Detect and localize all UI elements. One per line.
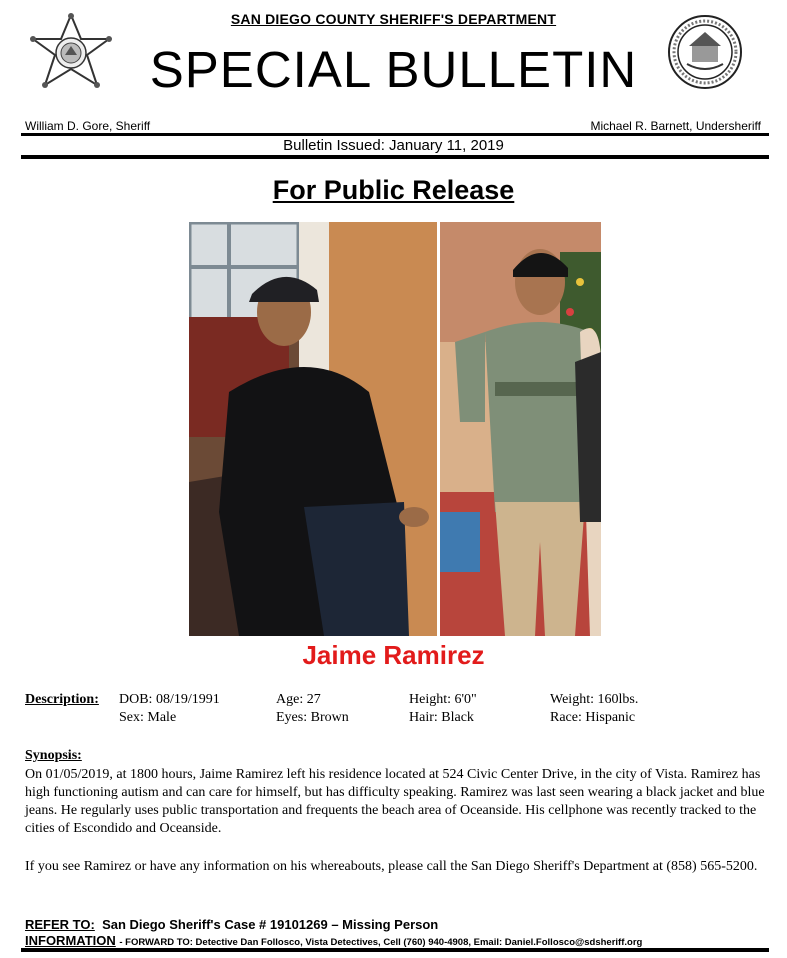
synopsis-text: On 01/05/2019, at 1800 hours, Jaime Ramirez left his residence located at 524 Civic Center Drive, in the city of Vista. Ramirez has high functioning autism and can care for himself, but has difficulty speaking. Ramirez was last seen wearing a black jacket and blue jeans. He regularly uses public transportation and frequents the beach area of Oceanside. His cellphone was recently tracked to the cities of Escondido and Oceanside. [25, 767, 765, 836]
age-field: Age: 27 [276, 692, 321, 707]
refer-to-line [25, 917, 438, 932]
bulletin-issued-date: Bulletin Issued: January 11, 2019 [283, 137, 504, 154]
eyes-field: Eyes: Brown [276, 710, 349, 725]
subject-photo-left [189, 222, 437, 636]
refer-to-text: San Diego Sheriff's Case # 19101269 – Missing Person [102, 917, 439, 932]
header-divider-top [21, 133, 769, 136]
undersheriff-name: Michael R. Barnett, Undersheriff [590, 119, 761, 133]
weight-field: Weight: 160lbs. [550, 692, 639, 707]
height-field: Height: 6'0" [409, 692, 477, 707]
description-label: Description: [25, 692, 99, 707]
missing-person-name: Jaime Ramirez [302, 640, 485, 670]
sex-field: Sex: Male [119, 710, 177, 725]
bulletin-title: SPECIAL BULLETIN [149, 41, 638, 98]
synopsis-label: Synopsis: [25, 748, 82, 763]
information-text: - FORWARD TO: Detective Dan Follosco, Vista Detectives, Cell (760) 940-4908, Email: Daniel.Follosco@sdsheriff.org [119, 937, 643, 948]
header-divider-bottom [21, 155, 769, 159]
information-label: INFORMATION [25, 933, 116, 948]
contact-instructions: If you see Ramirez or have any information on his whereabouts, please call the San Diego Sheriff's Department at (858) 565-5200. [25, 859, 758, 874]
hair-field: Hair: Black [409, 710, 474, 725]
public-release-heading: For Public Release [272, 175, 515, 205]
footer-divider [21, 948, 769, 952]
subject-photo-right [440, 222, 601, 636]
agency-name: SAN DIEGO COUNTY SHERIFF'S DEPARTMENT [230, 11, 557, 27]
race-field: Race: Hispanic [550, 710, 636, 725]
refer-to-label: REFER TO: [25, 917, 95, 932]
dob-field: DOB: 08/19/1991 [119, 692, 220, 707]
information-line [25, 933, 642, 948]
sheriff-name: William D. Gore, Sheriff [25, 119, 151, 133]
